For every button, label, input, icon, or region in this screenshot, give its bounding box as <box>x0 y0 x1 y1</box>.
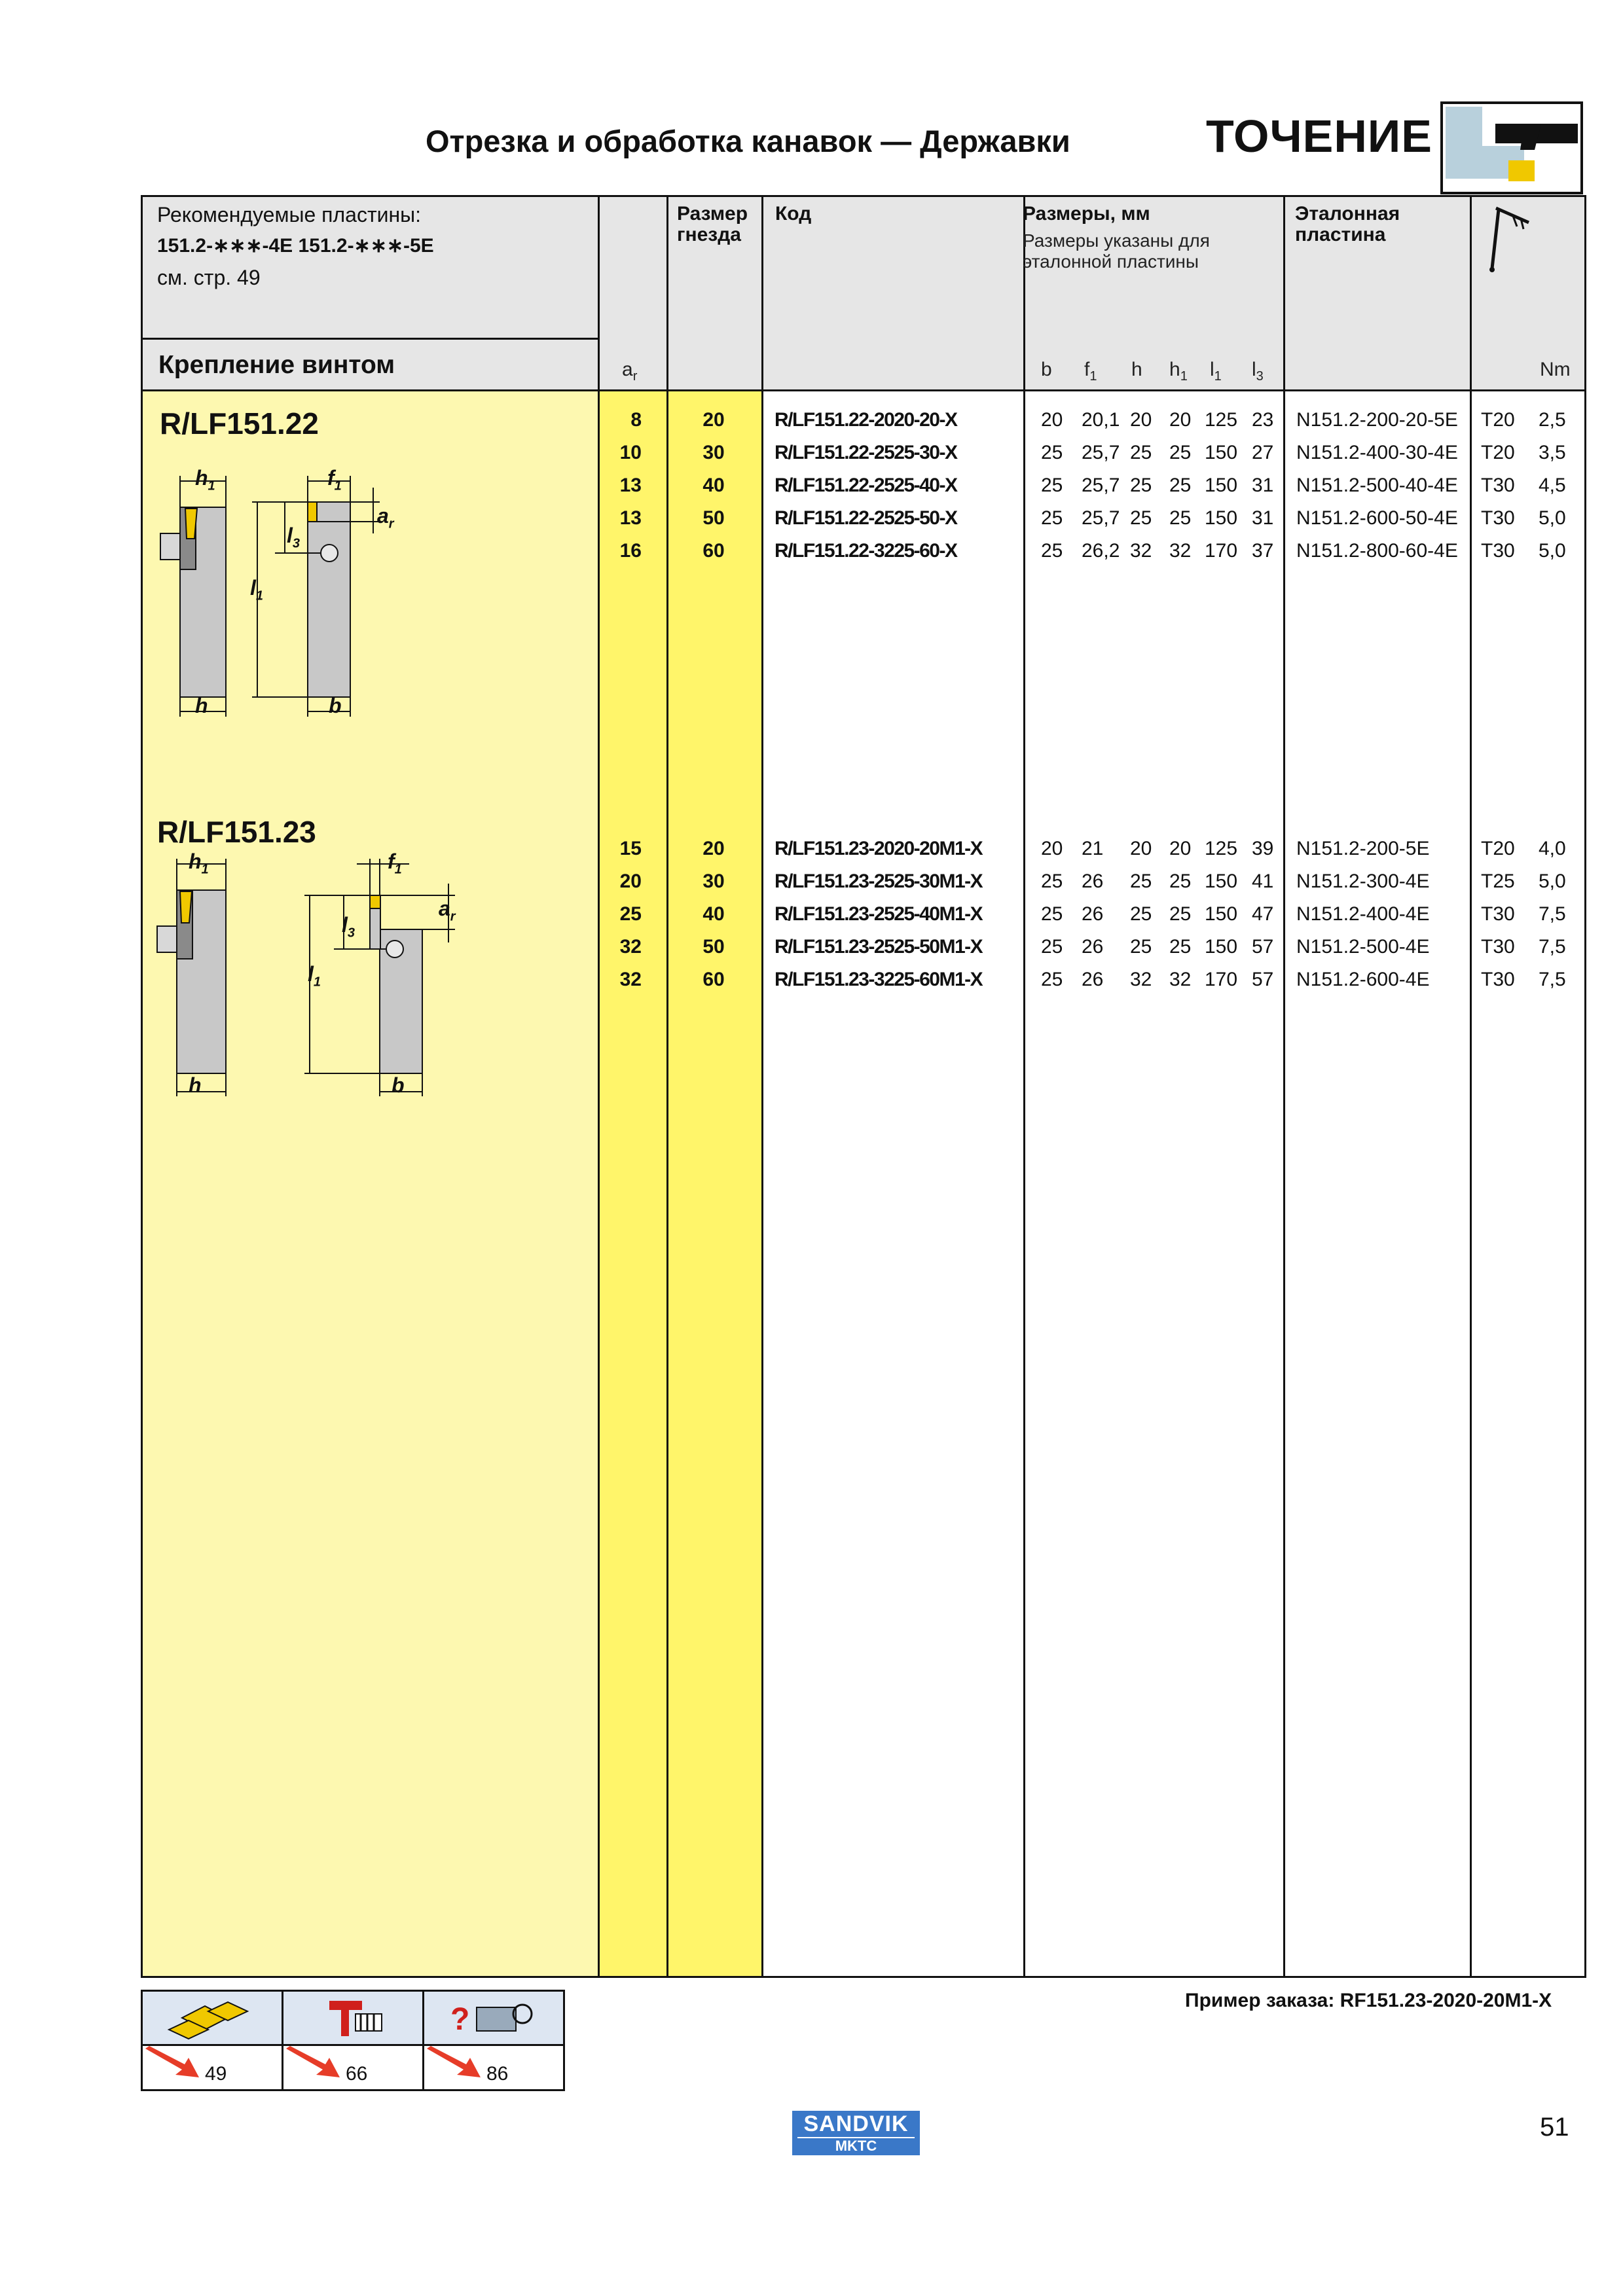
label-h1: $h_1$ <box>189 850 209 877</box>
label-b: b <box>329 694 342 717</box>
page-link-86[interactable]: 86 <box>422 2044 565 2091</box>
table-divider <box>598 195 600 1978</box>
table-divider <box>666 195 668 1978</box>
recommended-inserts-label: Рекомендуемые пластины: <box>157 203 422 226</box>
table-divider <box>1470 195 1472 1978</box>
sym-h: h <box>1131 359 1142 380</box>
turning-section-icon <box>1440 101 1583 194</box>
table-divider <box>141 338 599 340</box>
sym-f1: $f_1$ <box>1084 359 1097 384</box>
inserts-icon <box>143 1992 282 2044</box>
sym-b: b <box>1041 359 1052 380</box>
sandvik-logo: SANDVIK MKTC <box>792 2111 920 2155</box>
inserts-link[interactable] <box>141 1990 283 2046</box>
table-divider <box>1023 195 1025 1978</box>
page-link-49[interactable]: 49 <box>141 2044 283 2091</box>
reference-links <box>141 1990 566 2091</box>
table-divider <box>141 389 1586 391</box>
sym-l3: $l_3$ <box>1252 359 1264 384</box>
label-ar: $a_r$ <box>439 897 456 924</box>
sym-l1: $l_1$ <box>1210 359 1222 384</box>
label-h1: $h_1$ <box>195 466 215 493</box>
label-ar: $a_r$ <box>377 504 394 531</box>
col-dims-note: Размеры указаны для эталонной пластины <box>1023 230 1210 272</box>
mounting-type-label: Крепление винтом <box>158 351 395 379</box>
col-code-header: Код <box>775 203 812 224</box>
sym-h1: $h_1$ <box>1169 359 1188 384</box>
torx-key-icon <box>1483 203 1535 278</box>
order-example: Пример заказа: RF151.23-2020-20M1-X <box>1185 1990 1552 2011</box>
label-l1: $l_1$ <box>250 576 264 603</box>
svg-text:?: ? <box>450 2002 470 2037</box>
wrench-link[interactable] <box>282 1990 424 2046</box>
label-f1: $f_1$ <box>388 850 402 877</box>
wrench-icon <box>283 1992 422 2044</box>
col-ar-header: $a_r$ <box>622 359 638 384</box>
label-h: h <box>189 1073 202 1097</box>
page-number: 51 <box>1540 2113 1569 2142</box>
page-link-66[interactable]: 66 <box>282 2044 424 2091</box>
section-title: ТОЧЕНИЕ <box>1206 111 1432 162</box>
label-l1: $l_1$ <box>308 962 321 990</box>
label-h: h <box>195 694 208 717</box>
label-l3: $l_3$ <box>287 524 301 551</box>
label-l3: $l_3$ <box>342 913 356 941</box>
tool-name-151-22: R/LF151.22 <box>160 406 319 440</box>
sym-nm: Nm <box>1540 359 1571 380</box>
recommended-insert-types: 151.2-∗∗∗-4E 151.2-∗∗∗-5E <box>157 235 434 257</box>
spare-parts-link[interactable] <box>422 1990 565 2046</box>
table-divider <box>1283 195 1285 1978</box>
label-b: b <box>392 1073 405 1097</box>
spare-parts-icon <box>424 1992 563 2044</box>
label-f1: $f_1$ <box>327 466 342 493</box>
table-divider <box>761 195 763 1978</box>
col-ref-insert-header: Эталонная пластина <box>1295 203 1400 245</box>
col-dims-header: Размеры, мм <box>1023 203 1150 224</box>
tool-name-151-23: R/LF151.23 <box>157 815 316 849</box>
see-page-reference: см. стр. 49 <box>157 266 261 289</box>
tool-drawing-151-22 <box>147 461 396 733</box>
page-title: Отрезка и обработка канавок — Державки <box>426 124 1070 158</box>
col-size-header: Размер гнезда <box>677 203 748 245</box>
